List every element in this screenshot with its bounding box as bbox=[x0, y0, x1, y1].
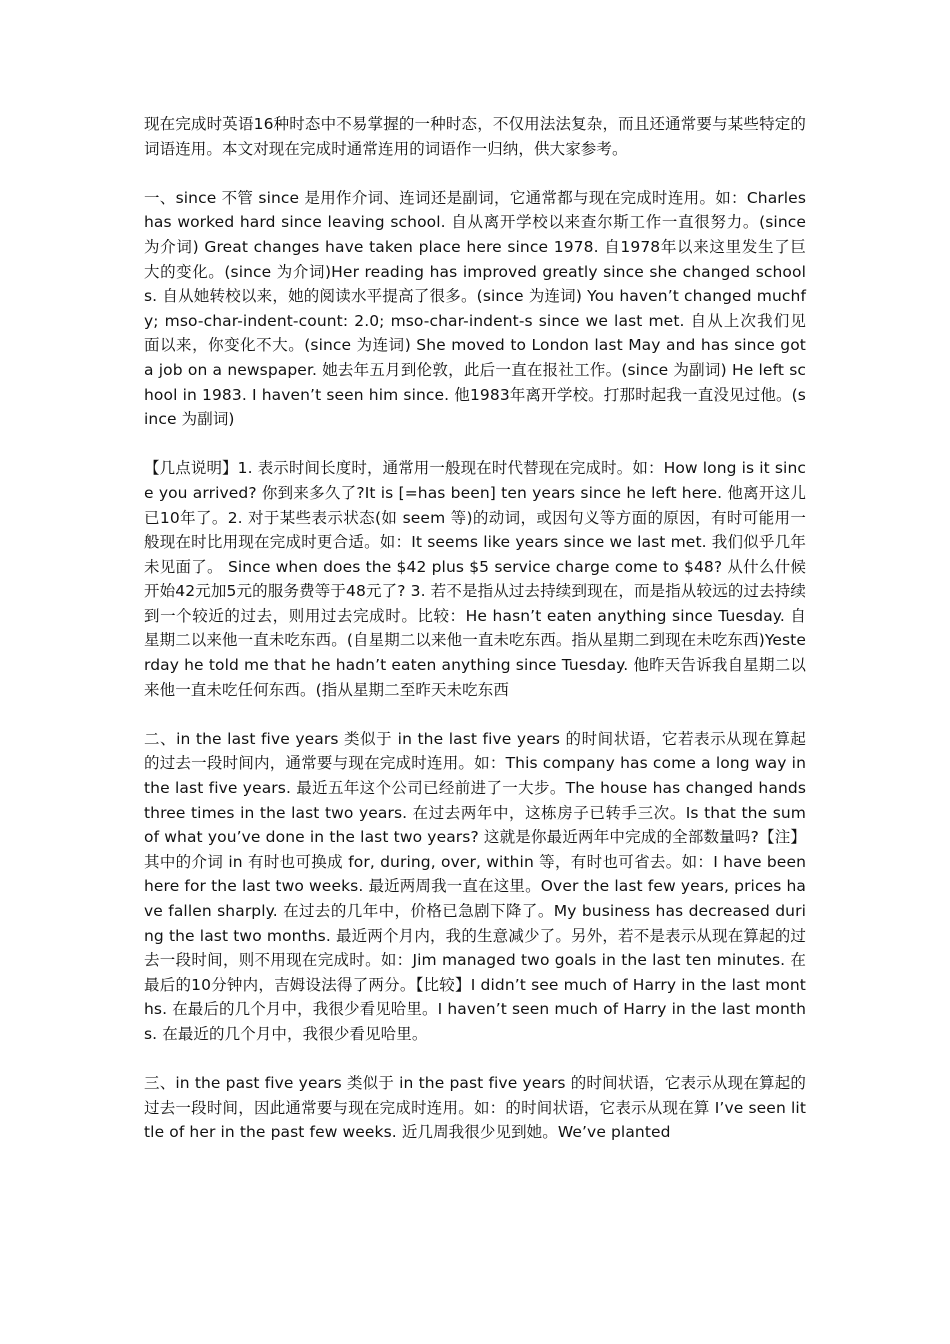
section-past-five-years-paragraph: 三、in the past five years 类似于 in the past five years 的时间状语，它表示从现在算起的过去一段时间，因此通常要与现在完成时连用。如：的时间状语，它表示从现在算 I’ve seen little of her in the past few weeks. 近几周我很少见到她。We’ve planted bbox=[144, 1074, 806, 1142]
notes-paragraph: 【几点说明】1. 表示时间长度时，通常用一般现在时代替现在完成时。如：How long is it since you arrived? 你到来多久了?It is [=has been] ten years since he left here. 他离开这儿已10年了。2. 对于某些表示状态(如 seem 等)的动词，或因句义等方面的原因，有时可能用一般现在时比用现在完成时更合适。如：It seems like years since we last met. 我们似乎几年未见面了。 Since when does the $42 plus $5 service charge come to $48? 从什么什候开始42元加5元的服务费等于48元了? 3. 若不是指从过去持续到现在，而是指从较远的过去持续到一个较近的过去，则用过去完成时。比较：He hasn’t eaten anything since Tuesday. 自星期二以来他一直未吃东西。(自星期二以来他一直未吃东西。指从星期二到现在未吃东西)Yesterday he told me that he hadn’t eaten anything since Tuesday. 他昨天告诉我自星期二以来他一直未吃任何东西。(指从星期二至昨天未吃东西 bbox=[144, 459, 806, 699]
section-since-paragraph: 一、since 不管 since 是用作介词、连词还是副词，它通常都与现在完成时连用。如：Charles has worked hard since leaving school. 自从离开学校以来查尔斯工作一直很努力。(since 为介词) Great changes have taken place here since 1978. 自1978年以来这里发生了巨大的变化。(since 为介词)Her reading has improved greatly since she changed schools. 自从她转校以来，她的阅读水平提高了很多。(since 为连词) You haven’t changed muchfy; mso-char-indent-count: 2.0; mso-char-indent-s since we last met. 自从上次我们见面以来，你变化不大。(since 为连词) She moved to London last May and has since got a job on a newspaper. 她去年五月到伦敦，此后一直在报社工作。(since 为副词) He left school in 1983. I haven’t seen him since. 他1983年离开学校。打那时起我一直没见过他。(since 为副词) bbox=[144, 188, 806, 429]
section-last-five-years-paragraph: 二、in the last five years 类似于 in the last five years 的时间状语，它若表示从现在算起的过去一段时间内，通常要与现在完成时连用。如：This company has come a long way in the last five years. 最近五年这个公司已经前进了一大步。The house has changed hands three times in the last two years. 在过去两年中，这栋房子已转手三次。Is that the sum of what you’ve done in the last two years? 这就是你最近两年中完成的全部数量吗?【注】其中的介词 in 有时也可换成 for, during, over, within 等，有时也可省去。如：I have been here for the last two weeks. 最近两周我一直在这里。Over the last few years, prices have fallen sharply. 在过去的几年中，价格已急剧下降了。My business has decreased during the last two months. 最近两个月内，我的生意减少了。另外，若不是表示从现在算起的过去一段时间，则不用现在完成时。如：Jim managed two goals in the last ten minutes. 在最后的10分钟内，吉姆设法得了两分。【比较】I didn’t see much of Harry in the last months. 在最后的几个月中，我很少看见哈里。I haven’t seen much of Harry in the last months. 在最近的几个月中，我很少看见哈里。 bbox=[144, 729, 806, 1043]
document-body bbox=[144, 112, 806, 1145]
intro-paragraph: 现在完成时英语16种时态中不易掌握的一种时态，不仅用法法复杂，而且还通常要与某些特定的词语连用。本文对现在完成时通常连用的词语作一归纳，供大家参考。 bbox=[144, 115, 806, 158]
